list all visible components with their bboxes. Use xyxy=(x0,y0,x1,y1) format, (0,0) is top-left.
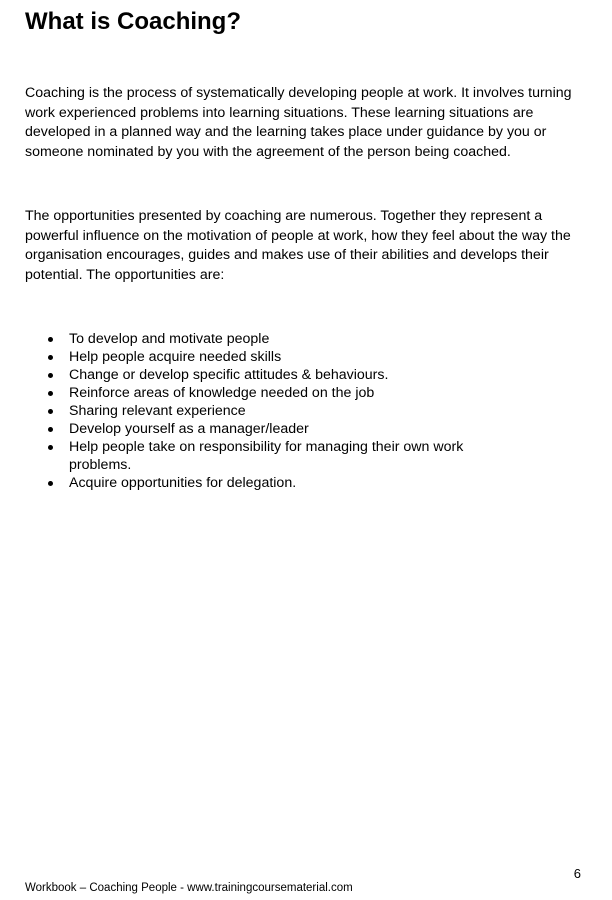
list-item: Acquire opportunities for delegation. xyxy=(25,474,505,492)
intro-paragraph: Coaching is the process of systematically developing people at work. It involves turning work experienced problems into learning situations. These learning situations are developed in a planned way and the learning takes place under guidance by you or someone nominated by you with the agreement of the person being coached. xyxy=(25,85,572,160)
list-item: To develop and motivate people xyxy=(25,330,505,348)
list-item: Help people take on responsibility for managing their own work problems. xyxy=(25,438,505,474)
list-item: Develop yourself as a manager/leader xyxy=(25,420,505,438)
list-item: Change or develop specific attitudes & behaviours. xyxy=(25,366,505,384)
page-title: What is Coaching? xyxy=(25,8,241,35)
list-item: Sharing relevant experience xyxy=(25,402,505,420)
opportunities-paragraph: The opportunities presented by coaching are numerous. Together they represent a powerful influence on the motivation of people at work, how they feel about the way the organisation encourages, guides and makes use of their abilities and develops their potential. The opportunities are: xyxy=(25,208,571,283)
list-item: Help people acquire needed skills xyxy=(25,348,505,366)
footer-text: Workbook – Coaching People - www.trainingcoursematerial.com xyxy=(25,882,353,894)
list-item: Reinforce areas of knowledge needed on the job xyxy=(25,384,505,402)
opportunities-list xyxy=(25,330,505,492)
page-number: 6 xyxy=(573,866,581,881)
